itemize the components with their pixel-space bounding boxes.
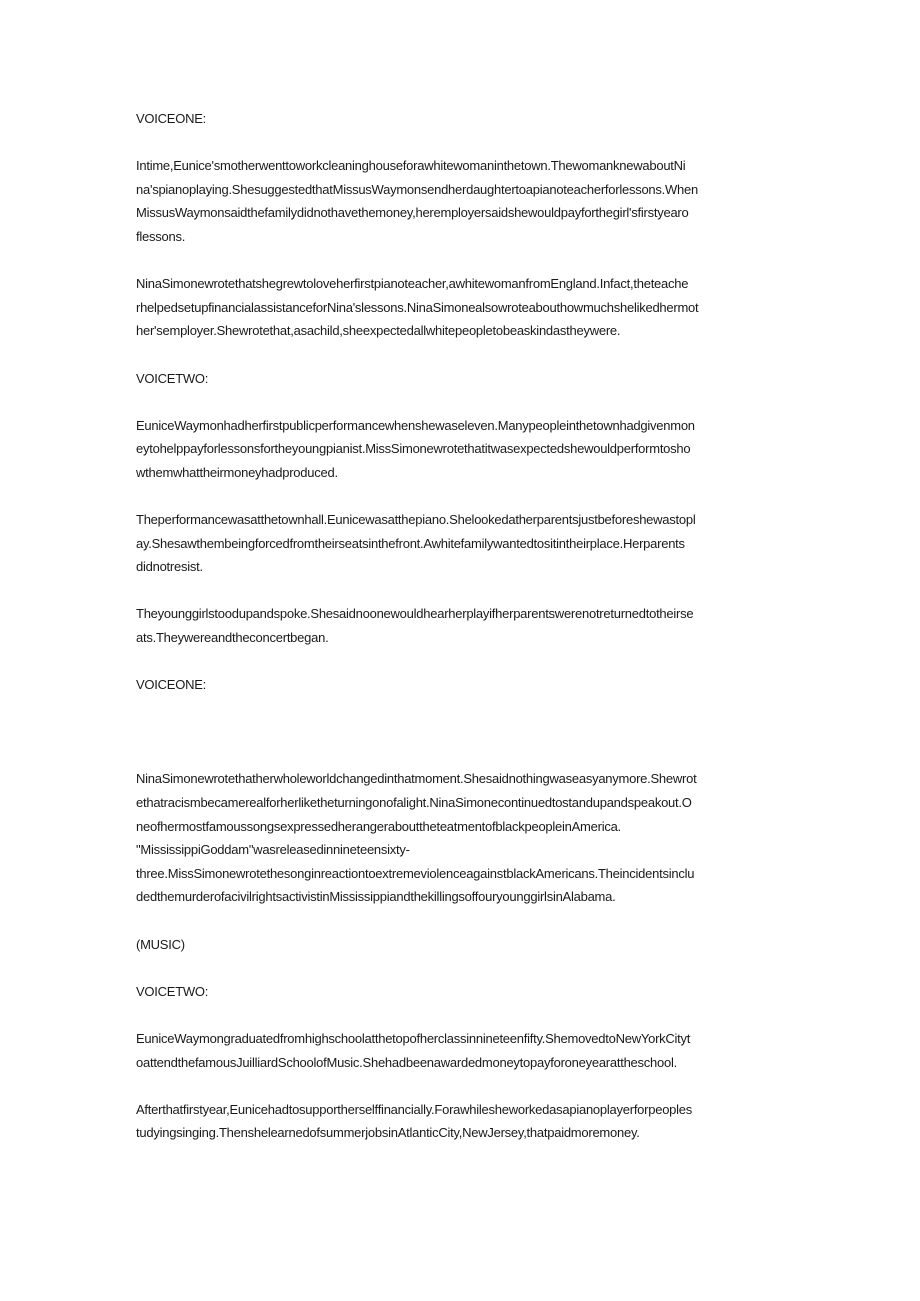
speaker-label-voice-two: [136, 980, 784, 1004]
paragraph-line: EuniceWaymonhadherfirstpublicperformancewhenshewaseleven.Manypeopleinthetownhadgivenmon: [136, 417, 695, 433]
paragraph-line: na'spianoplaying.ShesuggestedthatMissusWaymonsendherdaughtertoapianoteacherforlessons.When: [136, 181, 698, 197]
document-page: [136, 107, 784, 1169]
music-cue-text: (MUSIC): [136, 936, 185, 952]
paragraph: [136, 508, 784, 579]
paragraph-line: EuniceWaymongraduatedfromhighschoolatthetopofherclassinnineteenfifty.ShemovedtoNewYorkCityt: [136, 1030, 691, 1046]
paragraph-line: tudyingsinging.ThenshelearnedofsummerjobsinAtlanticCity,NewJersey,thatpaidmoremoney.: [136, 1125, 640, 1141]
paragraph-line: three.MissSimonewrotethesonginreactiontoextremeviolenceagainstblackAmericans.Theincidentsinclu: [136, 865, 695, 881]
paragraph-line: MissusWaymonsaidthefamilydidnothavethemoney,heremployersaidshewouldpayforthegirl'sfirstyearo: [136, 205, 689, 221]
paragraph-line: rhelpedsetupfinancialassistanceforNina'slessons.NinaSimonealsowroteabouthowmuchshelikedhermot: [136, 299, 699, 315]
paragraph-line: dedthemurderofacivilrightsactivistinMississippiandthekillingsoffouryounggirlsinAlabama.: [136, 889, 616, 905]
speaker-label-text: VOICETWO:: [136, 370, 209, 386]
paragraph-line: ats.Theywereandtheconcertbegan.: [136, 630, 329, 646]
paragraph-line: wthemwhattheirmoneyhadproduced.: [136, 464, 338, 480]
paragraph-line: "MississippiGoddam"wasreleasedinnineteensixty-: [136, 842, 410, 858]
speaker-label-text: VOICETWO:: [136, 983, 209, 999]
music-cue: [136, 933, 784, 957]
paragraph-line: oattendthefamousJuilliardSchoolofMusic.Shehadbeenawardedmoneytopayforoneyearattheschool.: [136, 1054, 677, 1070]
paragraph-line: NinaSimonewrotethatshegrewtoloveherfirstpianoteacher,awhitewomanfromEngland.Infact,theteache: [136, 276, 689, 292]
speaker-label-voice-two: [136, 367, 784, 391]
paragraph-line: neofhermostfamoussongsexpressedherangerabouttheteatmentofblackpeopleinAmerica.: [136, 818, 621, 834]
paragraph-line: her'semployer.Shewrotethat,asachild,sheexpectedallwhitepeopletobeaskindastheywere.: [136, 323, 621, 339]
paragraph-line: Theyounggirlstoodupandspoke.Shesaidnoonewouldhearherplayifherparentswerenotreturnedtotheirse: [136, 606, 694, 622]
speaker-label-voice-one: [136, 673, 784, 697]
paragraph-line: ethatracismbecamerealforherliketheturningonofalight.NinaSimonecontinuedtostandupandspeakout.O: [136, 795, 692, 811]
paragraph-line: NinaSimonewrotethatherwholeworldchangedinthatmoment.Shesaidnothingwaseasyanymore.Shewrot: [136, 771, 697, 787]
paragraph-line: eytohelppayforlessonsfortheyoungpianist.MissSimonewrotethatitwasexpectedshewouldperformtosho: [136, 441, 691, 457]
paragraph-line: flessons.: [136, 228, 186, 244]
paragraph-line: Afterthatfirstyear,Eunicehadtosupportherselffinancially.Forawhilesheworkedasapianoplayerforpeoples: [136, 1101, 693, 1117]
speaker-label-voice-one: [136, 107, 784, 131]
paragraph: [136, 1027, 784, 1074]
paragraph-line: Intime,Eunice'smotherwenttoworkcleaninghouseforawhitewomaninthetown.ThewomanknewaboutNi: [136, 158, 686, 174]
paragraph: [136, 154, 784, 248]
paragraph-line: ay.Shesawthembeingforcedfromtheirseatsinthefront.Awhitefamilywantedtositintheirplace.Herparents: [136, 535, 685, 551]
paragraph: [136, 1098, 784, 1145]
paragraph: [136, 272, 784, 343]
speaker-label-text: VOICEONE:: [136, 677, 206, 693]
paragraph: [136, 602, 784, 649]
paragraph: [136, 767, 784, 909]
paragraph-line: Theperformancewasatthetownhall.Eunicewasatthepiano.Shelookedatherparentsjustbeforeshewastopl: [136, 512, 696, 528]
paragraph-line: didnotresist.: [136, 559, 203, 575]
paragraph: [136, 414, 784, 485]
speaker-label-text: VOICEONE:: [136, 111, 206, 126]
blank-space: [136, 720, 784, 767]
